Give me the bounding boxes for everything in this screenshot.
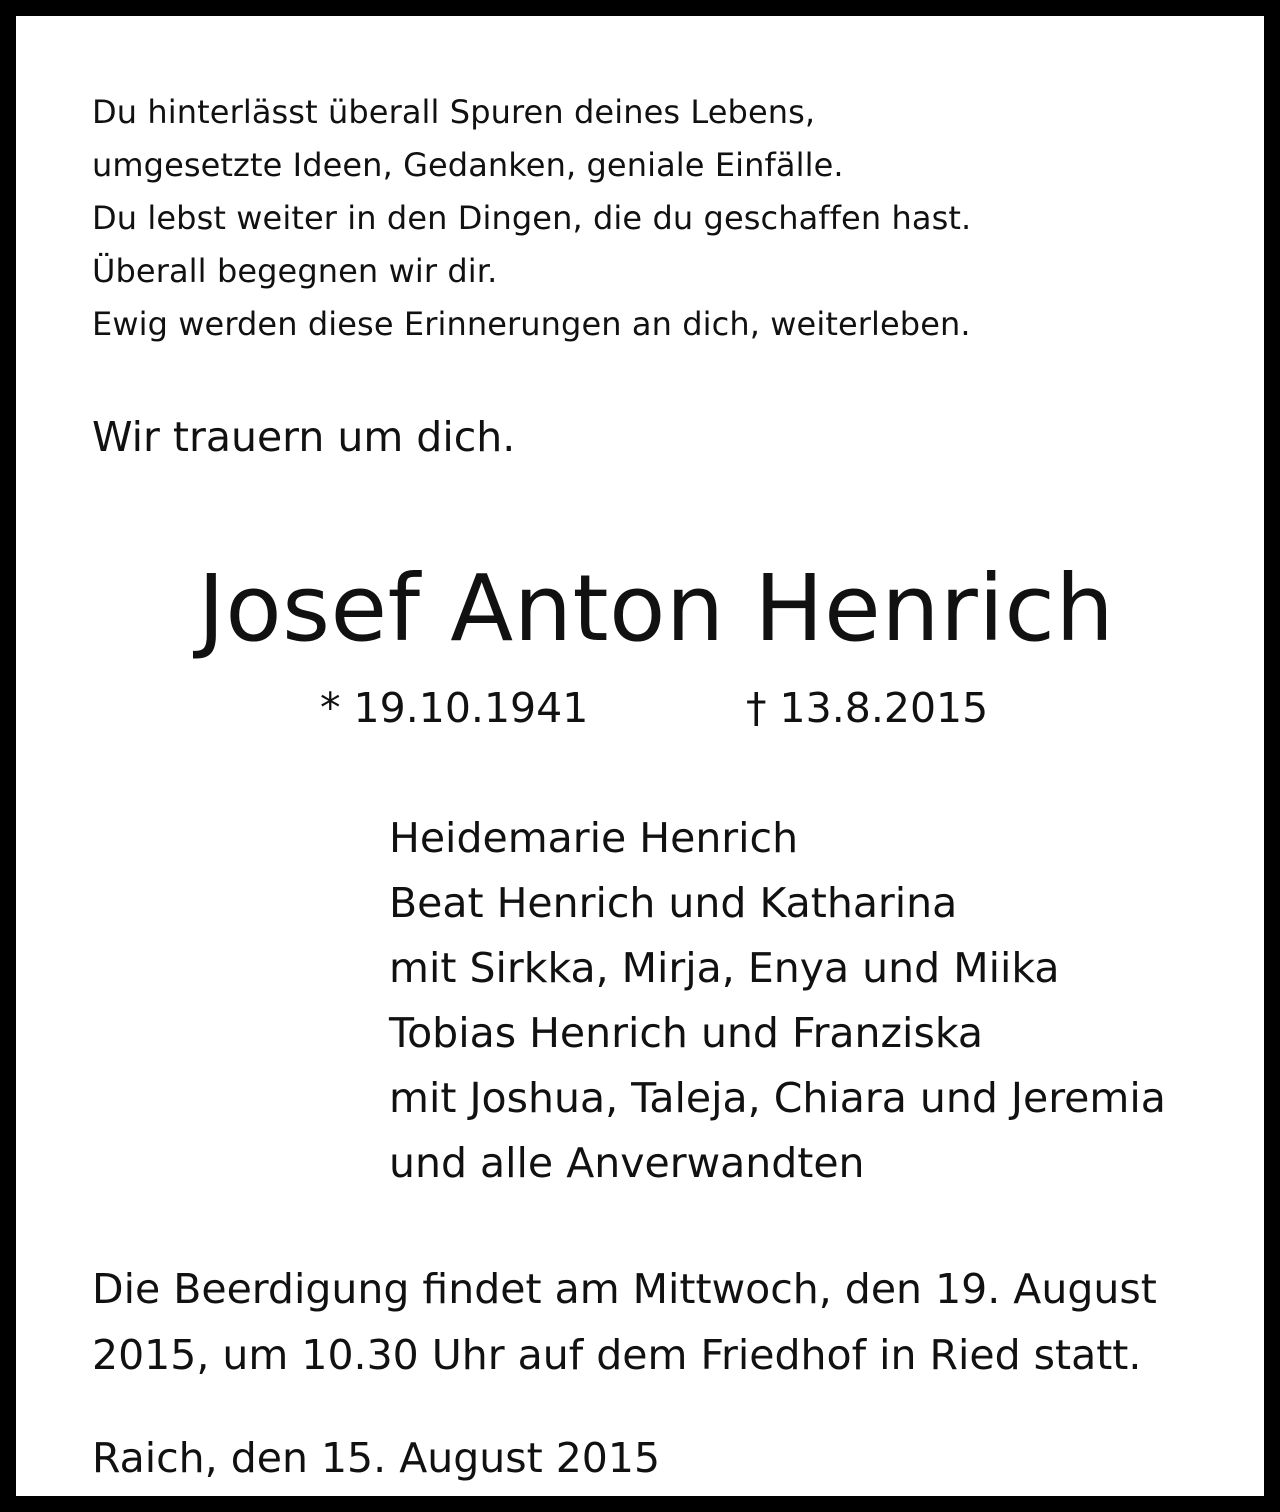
- mourner-line: Heidemarie Henrich: [389, 814, 799, 862]
- poem-line: umgesetzte Ideen, Gedanken, geniale Einfälle.: [92, 146, 844, 184]
- memorial-poem: [92, 86, 1222, 351]
- place-and-date: Raich, den 15. August 2015: [92, 1434, 661, 1482]
- deceased-name: Josef Anton Henrich: [197, 555, 1115, 662]
- poem-line: Du hinterlässt überall Spuren deines Lebens,: [92, 93, 816, 131]
- funeral-notice-line: 2015, um 10.30 Uhr auf dem Friedhof in Ried statt.: [92, 1331, 1142, 1379]
- poem-line: Überall begegnen wir dir.: [92, 252, 498, 290]
- mourner-line: mit Sirkka, Mirja, Enya und Miika: [389, 944, 1060, 992]
- mourner-line: mit Joshua, Taleja, Chiara und Jeremia: [389, 1074, 1166, 1122]
- mourner-line: Beat Henrich und Katharina: [389, 879, 958, 927]
- poem-line: Ewig werden diese Erinnerungen an dich, weiterleben.: [92, 305, 971, 343]
- mourner-line: Tobias Henrich und Franziska: [389, 1009, 983, 1057]
- poem-line: Du lebst weiter in den Dingen, die du geschaffen hast.: [92, 199, 972, 237]
- birth-date: * 19.10.1941: [320, 684, 589, 732]
- mourner-line: und alle Anverwandten: [389, 1139, 865, 1187]
- death-date: † 13.8.2015: [746, 684, 989, 732]
- funeral-notice: [92, 1256, 1157, 1388]
- mourning-statement: Wir trauern um dich.: [92, 413, 516, 461]
- mourners-list: [389, 806, 1166, 1196]
- funeral-notice-line: Die Beerdigung findet am Mittwoch, den 19. August: [92, 1265, 1157, 1313]
